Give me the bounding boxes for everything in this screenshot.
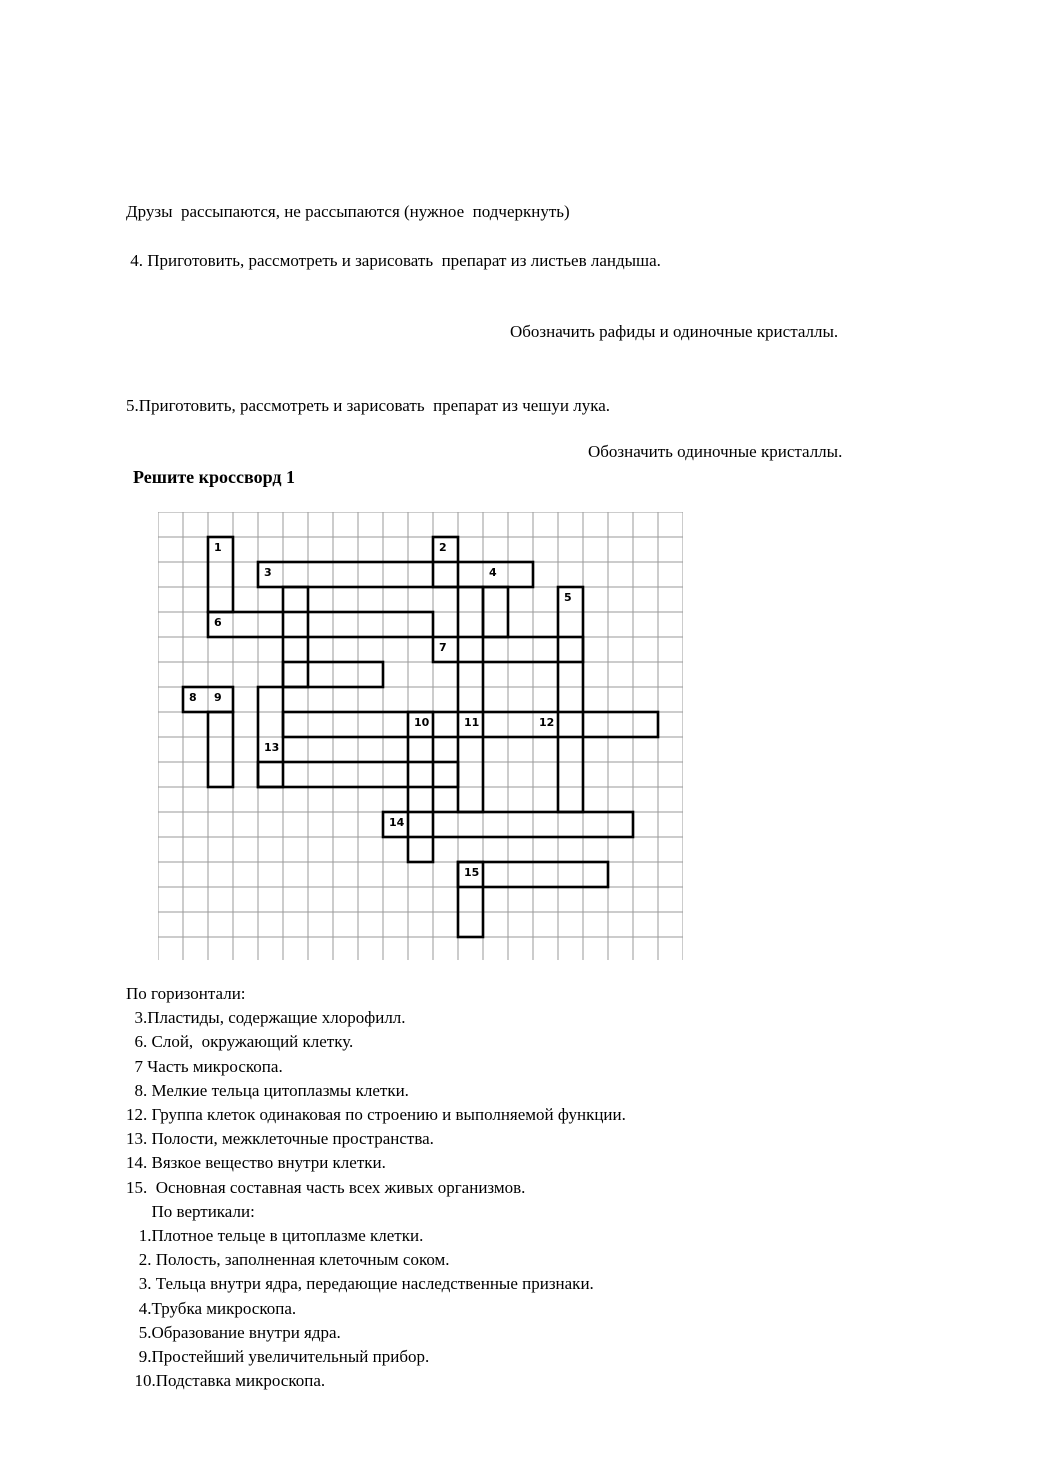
crossword-title: Решите кроссворд 1	[133, 467, 295, 487]
clue-vertical: 4.Трубка микроскопа.	[126, 1298, 297, 1318]
cell-number: 3	[264, 566, 272, 579]
crossword-grid	[158, 512, 683, 960]
cell-number: 4	[489, 566, 497, 579]
cell-number: 5	[564, 591, 572, 604]
cell-number: 2	[439, 541, 447, 554]
clue-horizontal: 8. Мелкие тельца цитоплазмы клетки.	[126, 1080, 409, 1100]
cell-number: 11	[464, 716, 480, 729]
cell-number: 7	[439, 641, 447, 654]
clue-horizontal: 3.Пластиды, содержащие хлорофилл.	[126, 1008, 406, 1028]
clue-horizontal: 7 Часть микроскопа.	[126, 1056, 283, 1076]
clue-vertical: 10.Подставка микроскопа.	[126, 1371, 326, 1391]
clue-vertical: 1.Плотное тельце в цитоплазме клетки.	[126, 1226, 424, 1245]
task-4: 4. Приготовить, рассмотреть и зарисовать препарат из листьев ландыша.	[126, 251, 661, 270]
clue-vertical: 2. Полость, заполненная клеточным соком.	[126, 1250, 450, 1270]
cell-number: 13	[264, 741, 280, 754]
cell-number: 15	[464, 866, 480, 879]
clue-vertical: 3. Тельца внутри ядра, передающие наследственные признаки.	[126, 1274, 594, 1294]
clue-horizontal: 13. Полости, межклеточные пространства.	[126, 1129, 434, 1149]
cell-number: 6	[214, 616, 222, 629]
word-6	[208, 612, 433, 637]
druzy-line: Друзы рассыпаются, не рассыпаются (нужное подчеркнуть)	[126, 202, 570, 221]
task-5-note: Обозначить одиночные кристаллы.	[588, 442, 843, 461]
clue-horizontal: 15. Основная составная часть всех живых организмов.	[126, 1177, 526, 1197]
cell-number: 14	[389, 816, 405, 829]
cell-numbers	[189, 541, 572, 879]
task-5: 5.Приготовить, рассмотреть и зарисовать препарат из чешуи лука.	[126, 396, 611, 415]
word-chain-b	[458, 587, 483, 812]
clue-vertical: 5.Образование внутри ядра.	[126, 1322, 341, 1342]
cell-number: 12	[539, 716, 555, 729]
clue-horizontal: 14. Вязкое вещество внутри клетки.	[126, 1153, 386, 1173]
word-9	[208, 712, 233, 787]
cell-number: 8	[189, 691, 197, 704]
clues-horizontal-heading: По горизонтали:	[126, 984, 246, 1003]
task-4-note: Обозначить рафиды и одиночные кристаллы.	[510, 322, 839, 341]
cell-number: 9	[214, 691, 222, 704]
clue-horizontal: 12. Группа клеток одинаковая по строению и выполняемой функции.	[126, 1105, 626, 1124]
clue-vertical: 9.Простейший увеличительный прибор.	[126, 1347, 430, 1366]
word-5	[558, 587, 583, 812]
clue-horizontal: 6. Слой, окружающий клетку.	[126, 1032, 354, 1052]
clues-vertical-heading: По вертикали:	[126, 1201, 255, 1221]
cell-number: 10	[414, 716, 430, 729]
cell-number: 1	[214, 541, 222, 554]
